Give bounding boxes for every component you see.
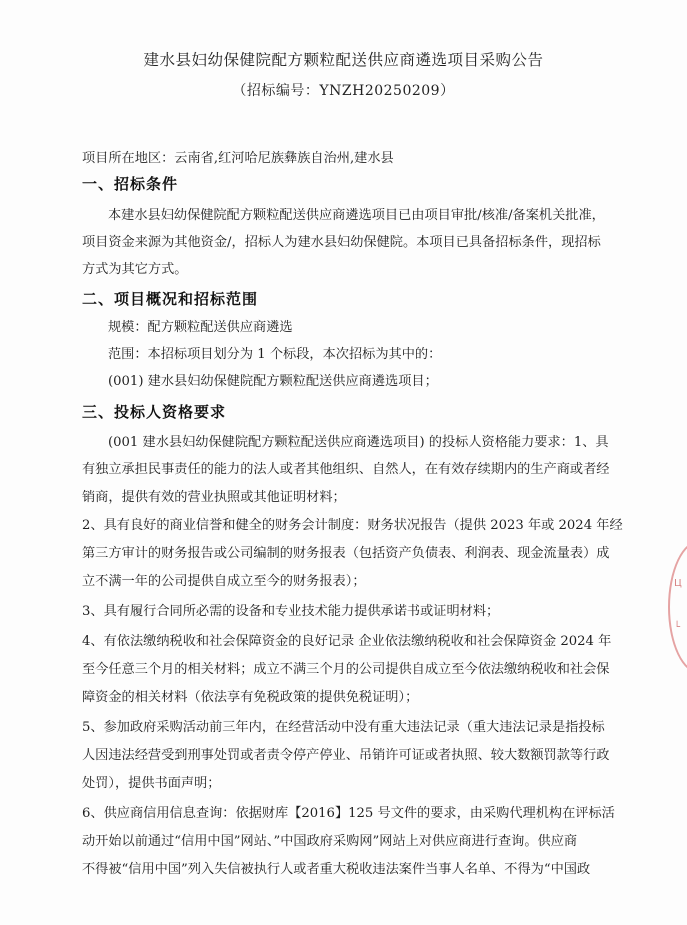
paragraph-line: 2、具有良好的商业信誉和健全的财务会计制度：财务状况报告（提供 2023 年或 2024 年经	[82, 518, 623, 533]
paragraph-line: 3、具有履行合同所必需的设备和专业技术能力提供承诺书或证明材料；	[82, 604, 500, 619]
paragraph-line: 不得被“信用中国”列入失信被执行人或者重大税收违法案件当事人名单、不得为“中国政	[82, 862, 591, 877]
document-title: 建水县妇幼保健院配方颗粒配送供应商遴选项目采购公告	[143, 51, 544, 69]
paragraph-line: 范围：本招标项目划分为 1 个标段，本次招标为其中的：	[108, 347, 442, 362]
paragraph-line: 4、有依法缴纳税收和社会保障资金的良好记录 企业依法缴纳税收和社会保障资金 2024 年	[82, 634, 612, 649]
paragraph-line: 项目资金来源为其他资金/，招标人为建水县妇幼保健院。本项目已具备招标条件，现招标	[82, 235, 601, 250]
paragraph-line: (001) 建水县妇幼保健院配方颗粒配送供应商遴选项目；	[108, 374, 438, 389]
paragraph-line: 5、参加政府采购活动前三年内，在经营活动中没有重大违法记录（重大违法记录是指投标	[82, 720, 605, 735]
paragraph-line: 处罚），提供书面声明；	[82, 776, 221, 791]
section-heading-3: 三、投标人资格要求	[82, 403, 227, 421]
section-heading-2: 二、项目概况和招标范围	[82, 290, 259, 308]
seal-stamp	[668, 540, 687, 674]
section-heading-1: 一、招标条件	[82, 175, 179, 193]
paragraph-line: 至今任意三个月的相关材料；成立不满三个月的公司提供自成立至今依法缴纳税收和社会保	[82, 662, 610, 677]
paragraph-line: 有独立承担民事责任的能力的法人或者其他组织、自然人，在有效存续期内的生产商或者经	[82, 462, 610, 477]
paragraph-line: 本建水县妇幼保健院配方颗粒配送供应商遴选项目已由项目审批/核准/备案机关批准，	[108, 208, 605, 223]
paragraph-line: 立不满一年的公司提供自成立至今的财务报表）；	[82, 574, 366, 589]
paragraph-line: 动开始以前通过“信用中国”网站、”中国政府采购网”网站上对供应商进行查询。供应商	[82, 834, 578, 849]
paragraph-line: 第三方审计的财务报告或公司编制的财务报表（包括资产负债表、利润表、现金流量表）成	[82, 546, 610, 561]
paragraph-line: 方式为其它方式。	[82, 262, 188, 277]
paragraph-line: 销商，提供有效的营业执照或其他证明材料；	[82, 490, 346, 505]
paragraph-line: (001 建水县妇幼保健院配方颗粒配送供应商遴选项目) 的投标人资格能力要求：1、具	[108, 435, 609, 450]
paragraph-line: 障资金的相关材料（依法享有免税政策的提供免税证明）；	[82, 690, 419, 705]
seal-mark: Ц	[674, 578, 682, 589]
seal-mark: └	[674, 622, 681, 633]
project-location: 项目所在地区：云南省,红河哈尼族彝族自治州,建水县	[82, 151, 394, 166]
tender-number: （招标编号：YNZH20250209）	[232, 83, 455, 99]
paragraph-line: 人因违法经营受到刑事处罚或者责令停产停业、吊销许可证或者执照、较大数额罚款等行政	[82, 748, 610, 763]
paragraph-line: 规模：配方颗粒配送供应商遴选	[108, 320, 293, 335]
paragraph-line: 6、供应商信用信息查询：依据财库【2016】125 号文件的要求，由采购代理机构在评标活	[82, 806, 615, 821]
